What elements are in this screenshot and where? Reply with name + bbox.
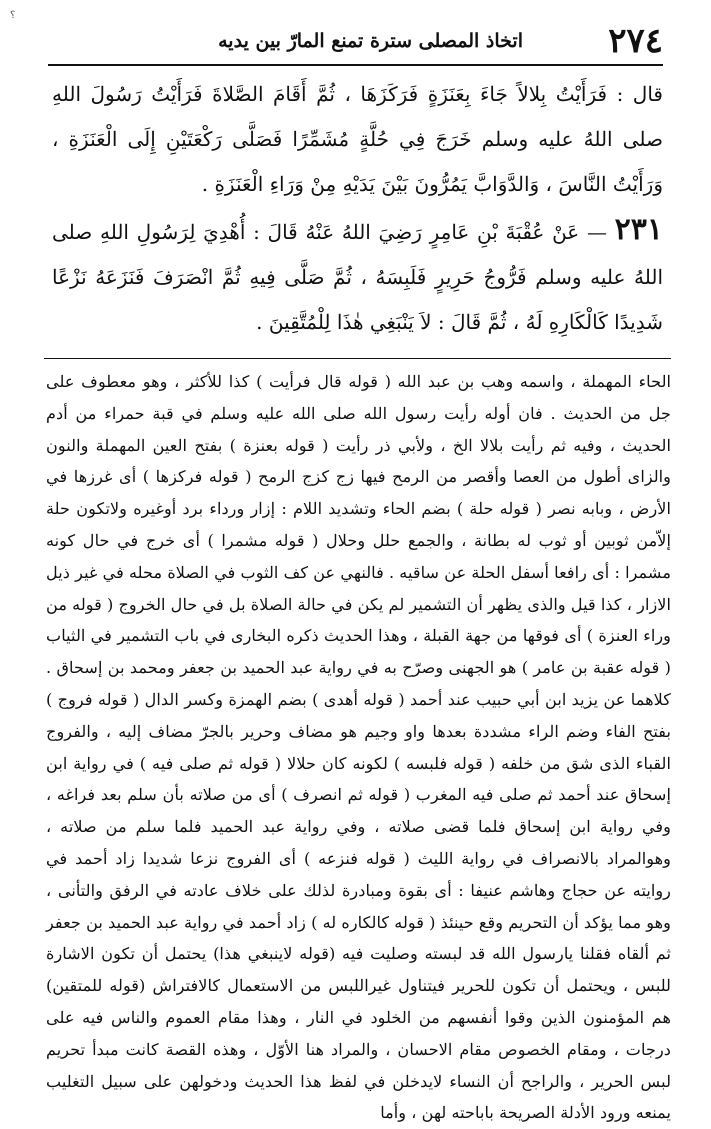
hadith-number: ٢٣١: [614, 212, 663, 247]
hadith-paragraph-2: [52, 207, 663, 345]
commentary-paragraph: الحاء المهملة ، واسمه وهب بن عبد الله ( قوله قال فرأيت ) كذا للأكثر ، وهو معطوف على جل من الحديث . فان أوله رأيت رسول الله صلى الله عليه وسلم في قبة حمراء من أدم الحديث ، وفيه ثم رأيت بلالا الخ ، ولأبي ذر رأيت ( قوله بعنزة ) بفتح العين المهملة والنون والزاى أطول من العصا وأقصر من الرمح فيها زج كزج الرمح ( قوله فركزها ) أى غرزها في الأرض ، وبابه نصر ( قوله حلة ) بضم الحاء وتشديد اللام : إزار ورداء برد أوغيره ولاتكون حلة إلاّمن ثوبين أو ثوب له بطانة ، والجمع حلل وحلال ( قوله مشمرا ) أى خرج في حال كونه مشمرا : أى رافعا أسفل الحلة عن ساقيه . فالنهي عن كف الثوب في الصلاة محله في غير ذيل الازار ، كذا قيل والذى يظهر أن التشمير لم يكن في حالة الصلاة بل في حال الخروج ( قوله من وراء العنزة ) أى فوقها من جهة القبلة ، وهذا الحديث ذكره البخارى في باب التشمير في الثياب ( قوله عقبة بن عامر ) هو الجهنى وصرّح به في رواية عبد الحميد بن جعفر ومحمد بن إسحاق . كلاهما عن يزيد ابن أبي حبيب عند أحمد ( قوله أهدى ) بضم الهمزة وكسر الدال ( قوله فروج ) بفتح الفاء وضم الراء مشددة بعدها واو وجيم هو مضاف وحرير بالجرّ مضاف إليه ، والفروج القباء الذى شق من خلفه ( قوله فلبسه ) لكونه كان حلالا ( قوله ثم صلى فيه ) في رواية ابن إسحاق عند أحمد ثم صلى فيه المغرب ( قوله ثم انصرف ) أى من صلاته بأن سلم بعد فراغه ، وفي رواية ابن إسحاق فلما قضى صلاته ، وفي رواية عبد الحميد فلما سلم من صلاته ، وهوالمراد بالانصراف في رواية الليث ( قوله فنزعه ) أى الفروج نزعا شديدا زاد أحمد في روايته عن حجاج وهاشم عنيفا : أى بقوة ومبادرة لذلك على خلاف عادته في الرفق والتأنى ، وهو مما يؤكد أن التحريم وقع حينئذ ( قوله كالكاره له ) زاد أحمد في رواية عبد الحميد بن جعفر ثم ألقاه فقلنا يارسول الله قد لبسته وصليت فيه (قوله لاينبغي هذا) يحتمل أن تكون الاشارة للبس ، ويحتمل أن تكون للحرير فيتناول غيراللبس من الاستعمال كالافتراش (قوله للمتقين) هم المؤمنون الذين وقوا أنفسهم من الخلود في النار ، وهذا مقام العموم والناس فيه على درجات ، ومقام الخصوص مقام الاحسان ، والمراد هنا الأوّل ، وهذه القصة كانت مبدأ تحريم لبس الحرير ، والراجح أن النساء لايدخلن في لفظ هذا الحديث ودخولهن على سبيل التغليب يمنعه ورود الأدلة الصريحة باباحته لهن ، وأما: [46, 372, 671, 1123]
hadith-text: [52, 72, 663, 345]
corner-mark: ؟: [10, 10, 16, 21]
running-title: اتخاذ المصلى سترة تمنع المارّ بين يديه: [218, 30, 523, 52]
section-divider: [44, 358, 671, 359]
page-number: ٢٧٤: [608, 21, 663, 61]
hadith-paragraph-1: قال : فَرَأَيْتُ بِلالاً جَاءَ بِعَنَزَةٍ فَرَكَزَهَا ، ثُمَّ أَقَامَ الصَّلاةَ فَرَأَيْتُ رَسُولَ اللهِ صلى اللهُ عليه وسلم خَرَجَ فِي حُلَّةٍ مُشَمِّرًا فَصَلَّى رَكْعَتَيْنِ إِلَى الْعَنَزَةِ ، وَرَأَيْتُ النَّاسَ ، وَالدَّوَابَّ يَمُرُّونَ بَيْنَ يَدَيْهِ مِنْ وَرَاءِ الْعَنَزَةِ .: [52, 82, 663, 196]
commentary-text: [46, 366, 671, 1129]
hadith-2-text: — عَنْ عُقْبَةَ بْنِ عَامِرٍ رَضِيَ اللهُ عَنْهُ قَالَ : أُهْدِيَ لِرَسُولِ اللهِ صلى اللهُ عليه وسلم فَرُّوجُ حَرِيرٍ فَلَبِسَهُ ، ثُمَّ صَلَّى فِيهِ ثُمَّ انْصَرَفَ فَنَزَعَهُ نَزْعًا شَدِيدًا كَالْكَارِهِ لَهُ ، ثُمَّ قَالَ : لاَ يَنْبَغِي هٰذَا لِلْمُتَّقِينَ .: [52, 220, 663, 334]
page-header: [48, 20, 663, 66]
